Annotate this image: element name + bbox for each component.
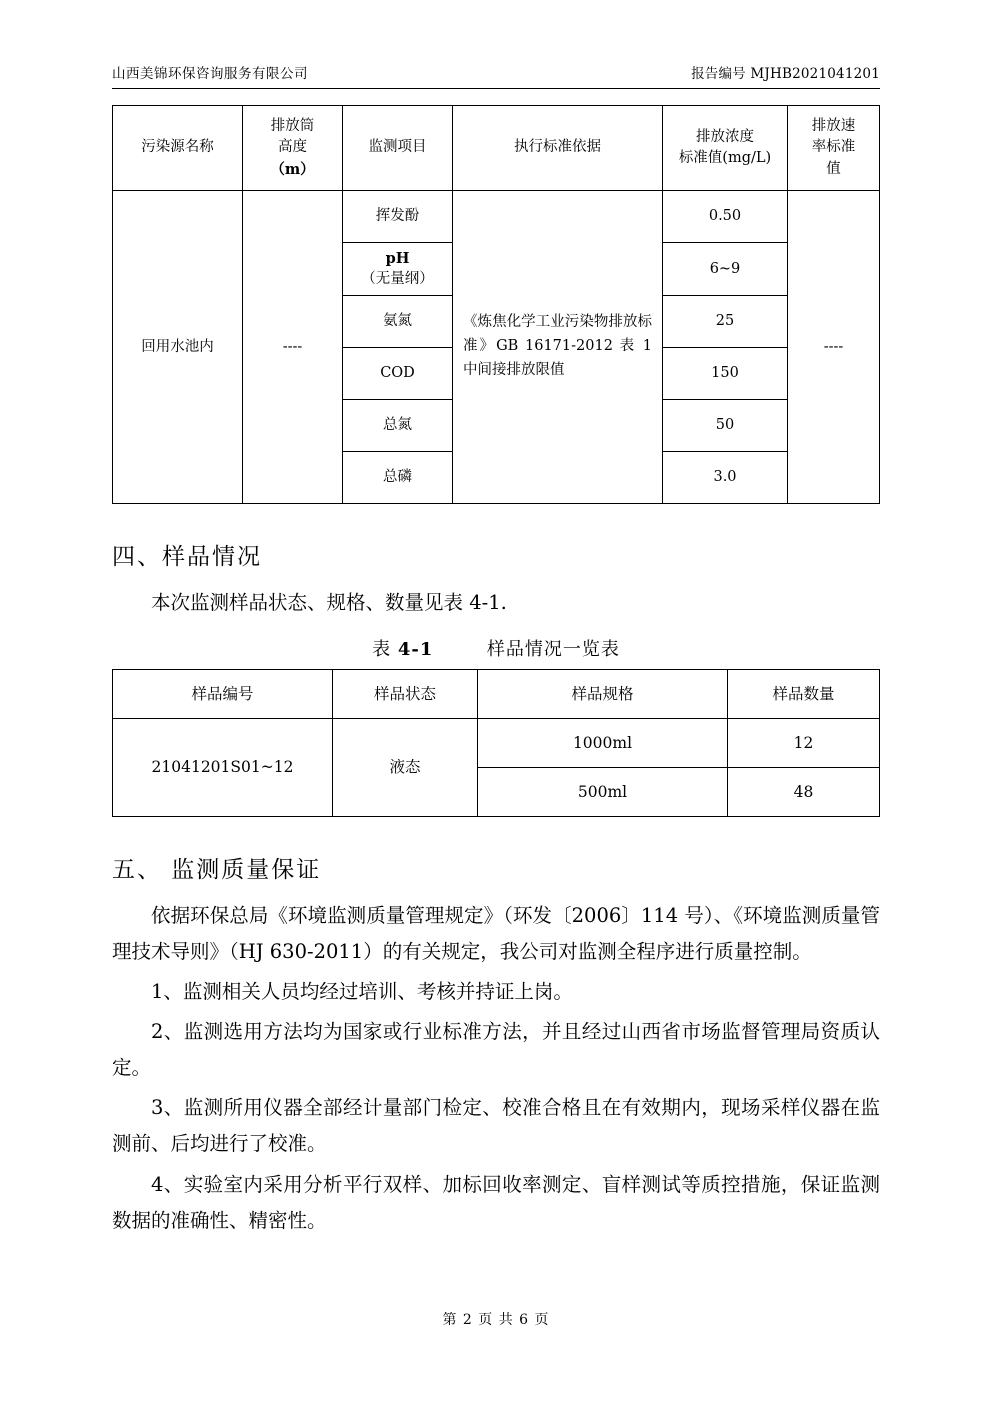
cell-sample-qty: 48 bbox=[728, 768, 880, 817]
caption-number: 4-1 bbox=[397, 639, 434, 661]
cell-rate-value: ---- bbox=[788, 191, 880, 504]
col-sample-spec: 样品规格 bbox=[478, 670, 728, 719]
section-5-paragraph-4: 3、监测所用仪器全部经计量部门检定、校准合格且在有效期内，现场采样仪器在监测前、后均进行了校准。 bbox=[112, 1096, 880, 1156]
cell-item: 总磷 bbox=[343, 452, 453, 504]
cell-source-name: 回用水池内 bbox=[113, 191, 243, 504]
col-rate bbox=[788, 106, 880, 191]
cell-sample-state: 液态 bbox=[333, 719, 478, 817]
col-stack-height bbox=[243, 106, 343, 191]
section-5-paragraph-2: 1、监测相关人员均经过培训、考核并持证上岗。 bbox=[151, 980, 573, 1004]
col-concentration-l2: 标准值(mg/L) bbox=[678, 150, 772, 166]
col-source: 污染源名称 bbox=[113, 106, 243, 191]
cell-item: 氨氮 bbox=[343, 296, 453, 348]
table-header-row bbox=[113, 106, 880, 191]
section-5-title: 五、 监测质量保证 bbox=[112, 857, 322, 884]
col-item: 监测项目 bbox=[343, 106, 453, 191]
col-concentration bbox=[663, 106, 788, 191]
col-sample-state: 样品状态 bbox=[333, 670, 478, 719]
cell-item-l1: pH bbox=[385, 250, 410, 267]
col-rate-l2: 率标准 bbox=[811, 139, 856, 156]
col-rate-l1: 排放速 bbox=[811, 118, 856, 135]
section-5-paragraph-5: 4、实验室内采用分析平行双样、加标回收率测定、盲样测试等质控措施，保证监测数据的准确性、精密性。 bbox=[112, 1172, 880, 1232]
col-rate-l3: 值 bbox=[826, 160, 841, 177]
cell-item-l2: （无量纲） bbox=[361, 271, 434, 288]
section-5-paragraph-1: 依据环保总局《环境监测质量管理规定》（环发〔2006〕114 号）、《环境监测质量管理技术导则》（HJ 630-2011）的有关规定，我公司对监测全程序进行质量控制。 bbox=[112, 904, 880, 964]
table-row bbox=[113, 719, 880, 768]
cell-item bbox=[343, 243, 453, 296]
cell-limit-value: 150 bbox=[663, 348, 788, 400]
page-header bbox=[112, 0, 880, 89]
cell-limit-value: 6~9 bbox=[663, 243, 788, 296]
cell-sample-qty: 12 bbox=[728, 719, 880, 768]
col-stack-height-l2: 高度 bbox=[278, 139, 307, 156]
cell-limit-value: 3.0 bbox=[663, 452, 788, 504]
col-concentration-l1: 排放浓度 bbox=[696, 128, 754, 145]
col-basis: 执行标准依据 bbox=[453, 106, 663, 191]
cell-limit-value: 50 bbox=[663, 400, 788, 452]
cell-stack-height: ---- bbox=[243, 191, 343, 504]
header-company: 山西美锦环保咨询服务有限公司 bbox=[112, 66, 308, 82]
caption-prefix: 表 bbox=[372, 639, 392, 661]
cell-item: 总氮 bbox=[343, 400, 453, 452]
section-4-intro: 本次监测样品状态、规格、数量见表 4-1. bbox=[151, 591, 507, 615]
col-sample-qty: 样品数量 bbox=[728, 670, 880, 719]
table-header-row bbox=[113, 670, 880, 719]
discharge-standard-table bbox=[112, 105, 880, 504]
sample-info-table bbox=[112, 669, 880, 817]
cell-standard-basis: 《炼焦化学工业污染物排放标准》GB 16171-2012 表 1 中间接排放限值 bbox=[453, 191, 663, 504]
cell-item: 挥发酚 bbox=[343, 191, 453, 243]
page-footer: 第 2 页 共 6 页 bbox=[442, 1312, 550, 1328]
table-4-1-caption bbox=[112, 635, 880, 661]
cell-item: COD bbox=[343, 348, 453, 400]
section-5-paragraph-3: 2、监测选用方法均为国家或行业标准方法，并且经过山西省市场监督管理局资质认定。 bbox=[112, 1020, 880, 1080]
section-4-title: 四、样品情况 bbox=[112, 544, 262, 571]
header-report-number: 报告编号 MJHB2021041201 bbox=[691, 66, 880, 82]
cell-sample-spec: 500ml bbox=[478, 768, 728, 817]
caption-text: 样品情况一览表 bbox=[486, 639, 620, 661]
cell-sample-no: 21041201S01~12 bbox=[113, 719, 333, 817]
col-sample-no: 样品编号 bbox=[113, 670, 333, 719]
table-row bbox=[113, 191, 880, 243]
cell-sample-spec: 1000ml bbox=[478, 719, 728, 768]
cell-limit-value: 0.50 bbox=[663, 191, 788, 243]
cell-limit-value: 25 bbox=[663, 296, 788, 348]
col-stack-height-l3: （m） bbox=[270, 160, 315, 178]
col-stack-height-l1: 排放筒 bbox=[270, 118, 315, 135]
